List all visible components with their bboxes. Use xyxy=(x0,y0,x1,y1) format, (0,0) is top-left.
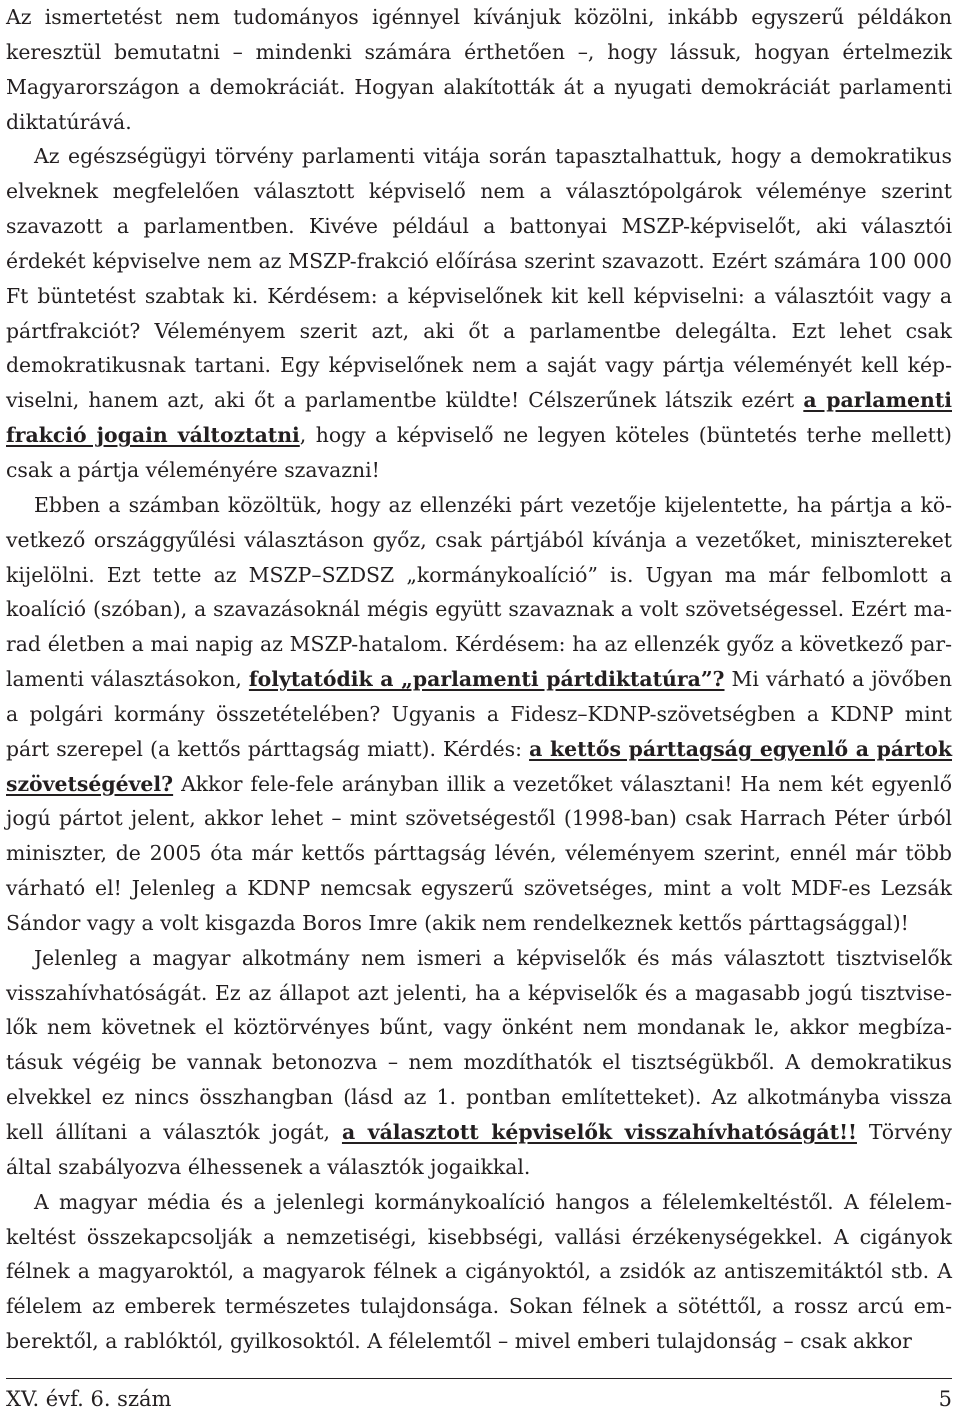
text-segment: Az egészségügyi törvény parlamenti vitája során tapasztalhattuk, hogy a demokratikus elveknek megfelelően választott képviselő nem a választópolgárok véleménye szerint szavazott a parlamentben. Kivéve például a battonyai MSZP-képviselőt, aki választói érdekét képviselve nem az MSZP-frakció előírása szerint szavazott. Ezért számára 100 000 Ft büntetést szabtak ki. Kérdésem: a képviselőnek kit kell képviselni: a választóit vagy a pártfrakciót? Véleményem szerit azt, aki őt a parlamentbe delegálta. Ezt lehet csak demokratikusnak tartani. Egy képviselőnek nem a saját vagy pártja véleményét kell képviselni, hanem azt, aki őt a parlamentbe küldte! Célszerűnek látszik ezért xyxy=(6,144,952,413)
underlined-emphasis: a választott képviselők visszahívhatóságát!! xyxy=(341,1120,857,1144)
paragraph-1 xyxy=(6,0,952,139)
text-segment: Akkor fele-fele arányban illik a vezetőket választani! Ha nem két egyenlő jogú pártot jelent, akkor lehet – mint szövetségestől (1998-ban) csak Harrach Péter úrból miniszter, de 2005 óta már kettős párttagság lévén, véleményem szerint, ennél már több várható el! Jelenleg a KDNP nemcsak egyszerű szövetséges, mint a volt MDF-es Lezsák Sándor vagy a volt kisgazda Boros Imre (akik nem rendelkeznek kettős párttagsággal)! xyxy=(6,771,952,935)
underlined-emphasis: folytatódik a „parlamenti pártdiktatúra”? xyxy=(248,667,725,692)
paragraph-3 xyxy=(6,488,952,941)
text-segment: Mi várható a jövőben a polgári kormány összetételében? Ugyanis a Fidesz–KDNP-szövetségben a KDNP mint párt szerepel (a kettős párttagság miatt). Kérdés: xyxy=(6,667,952,761)
underlined-emphasis: a parlamenti frakció jogain változtatni xyxy=(6,388,952,448)
text-segment: Ebben a számban közöltük, hogy az ellenzéki párt vezetője kijelentette, ha pártja a következő országgyűlési választáson győz, csak pártjából kívánja a vezetőket, minisztereket kijelölni. Ezt tette az MSZP–SZDSZ „kormánykoalíció” is. Ugyan ma már felbomlott a koalíció (szóban), a szavazásoknál mégis együtt szavaznak a volt szövetségessel. Ezért marad életben a mai napig az MSZP-hatalom. Kérdésem: ha az ellenzék győz a következő parlamenti választásokon, xyxy=(6,492,952,692)
text-segment: Az ismertetést nem tudományos igénnyel kívánjuk közölni, inkább egyszerű példákon keresztül bemutatni – mindenki számára érthetően –, hogy lássuk, hogyan értelmezik Magyarországon a demokráciát. Hogyan alakították át a nyugati demokráciát parlamenti diktatúrává. xyxy=(6,5,952,134)
text-segment: Jelenleg a magyar alkotmány nem ismeri a képviselők és más választott tisztviselők visszahívhatóságát. Ez az állapot azt jelenti, ha a képviselők és a magasabb jogú tisztviselők nem követnek el köztörvényes bűnt, vagy önként nem mondanak le, akkor megbízatásuk végéig be vannak betonozva – nem mozdíthatók el tisztségükből. A demokratikus elvekkel ez nincs összhangban (lásd az 1. pontban említetteket). Az alkotmányba vissza kell állítani a választók jogát, xyxy=(6,945,952,1144)
paragraph-2 xyxy=(6,139,952,487)
footer-rule xyxy=(6,1378,952,1379)
page xyxy=(6,0,952,1359)
page-footer xyxy=(6,1385,952,1413)
paragraph-5 xyxy=(6,1185,952,1359)
text-segment: A magyar média és a jelenlegi kormánykoalíció hangos a félelemkeltéstől. A félelemkeltést összekapcsolják a nemzetiségi, kisebbségi, vallási érzékenységekkel. A cigányok félnek a magyaroktól, a magyarok félnek a cigányoktól, a zsidók az antiszemitáktól stb. A félelem az emberek természetes tulajdonsága. Sokan félnek a sötéttől, a rossz arcú emberektől, a rablóktól, gyilkosoktól. A félelemtől – mivel emberi tulajdonság – csak akkor xyxy=(6,1189,952,1354)
text-segment: , hogy a képviselő ne legyen köteles (büntetés terhe mellett) csak a pártja véleményére szavazni! xyxy=(6,423,953,482)
issue-label: XV. évf. 6. szám xyxy=(6,1387,172,1411)
page-number: 5 xyxy=(938,1387,952,1411)
article-body xyxy=(6,0,952,1359)
underlined-emphasis: a kettős párttagság egyenlő a pártok szövetségével? xyxy=(6,736,952,796)
text-segment: Törvény által szabályozva élhessenek a választók jogaikkal. xyxy=(6,1120,952,1179)
paragraph-4 xyxy=(6,941,952,1185)
